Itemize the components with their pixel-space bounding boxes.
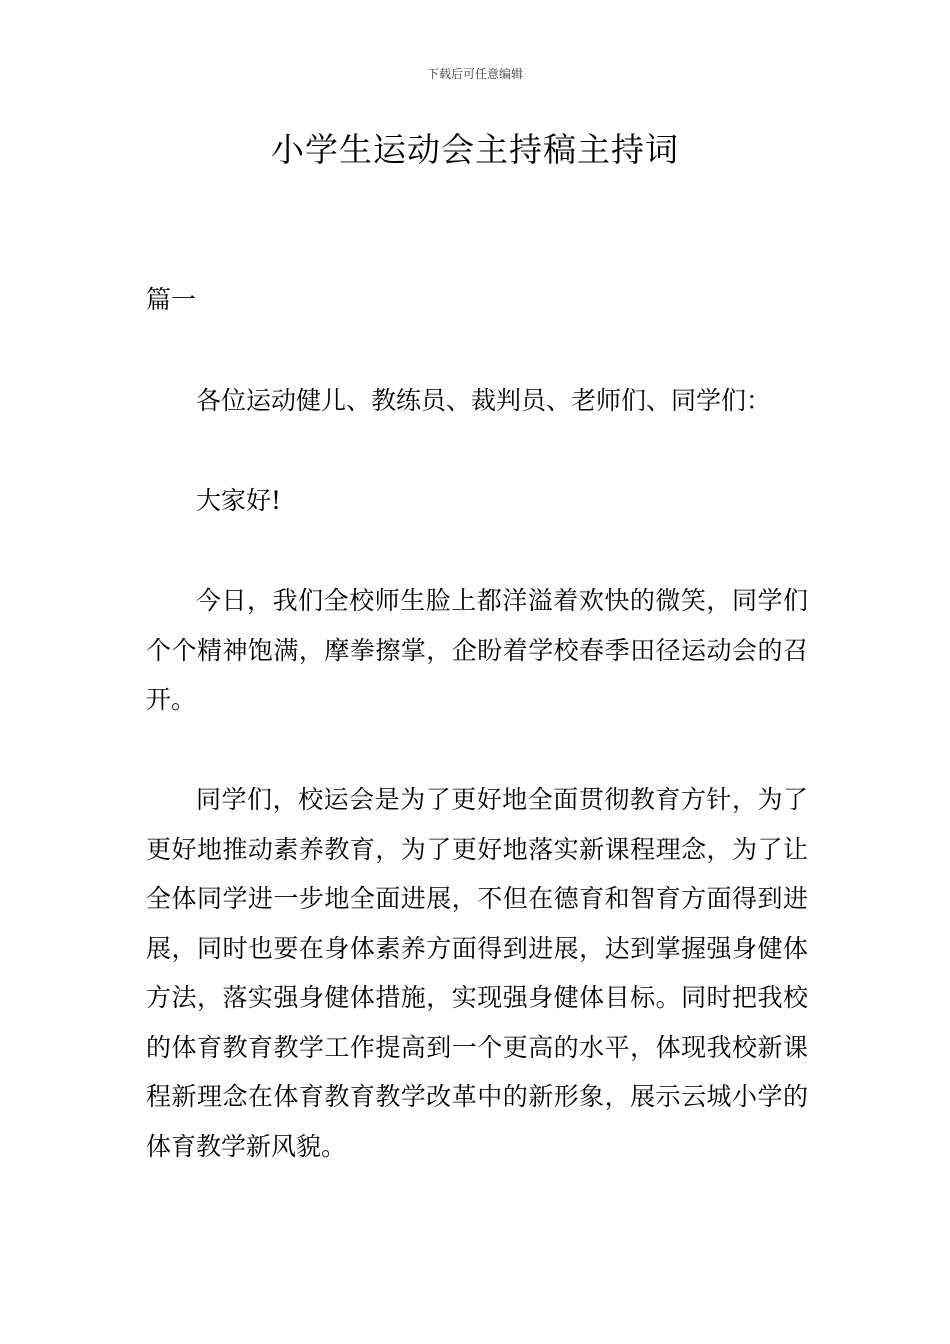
paragraph-intro: 今日，我们全校师生脸上都洋溢着欢快的微笑，同学们个个精神饱满，摩拳擦掌，企盼着学校春季田径运动会的召开。: [146, 586, 808, 714]
paragraph-greeting: 各位运动健儿、教练员、裁判员、老师们、同学们：: [196, 386, 772, 415]
section-label: 篇一: [146, 285, 197, 314]
document-title: 小学生运动会主持稿主持词: [271, 130, 679, 169]
page-header-note: 下载后可任意编辑: [426, 67, 523, 81]
paragraph-purpose: 同学们，校运会是为了更好地全面贯彻教育方针，为了更好地推动素养教育，为了更好地落实新课程理念，为了让全体同学进一步地全面进展，不但在德育和智育方面得到进展，同时也要在身体素养方面得到进展，达到掌握强身健体方法，落实强身健体措施，实现强身健体目标。同时把我校的体育教育教学工作提高到一个更高的水平，体现我校新课程新理念在体育教育教学改革中的新形象，展示云城小学的体育教学新风貌。: [146, 785, 808, 1161]
paragraph-hello: 大家好!: [196, 486, 282, 515]
